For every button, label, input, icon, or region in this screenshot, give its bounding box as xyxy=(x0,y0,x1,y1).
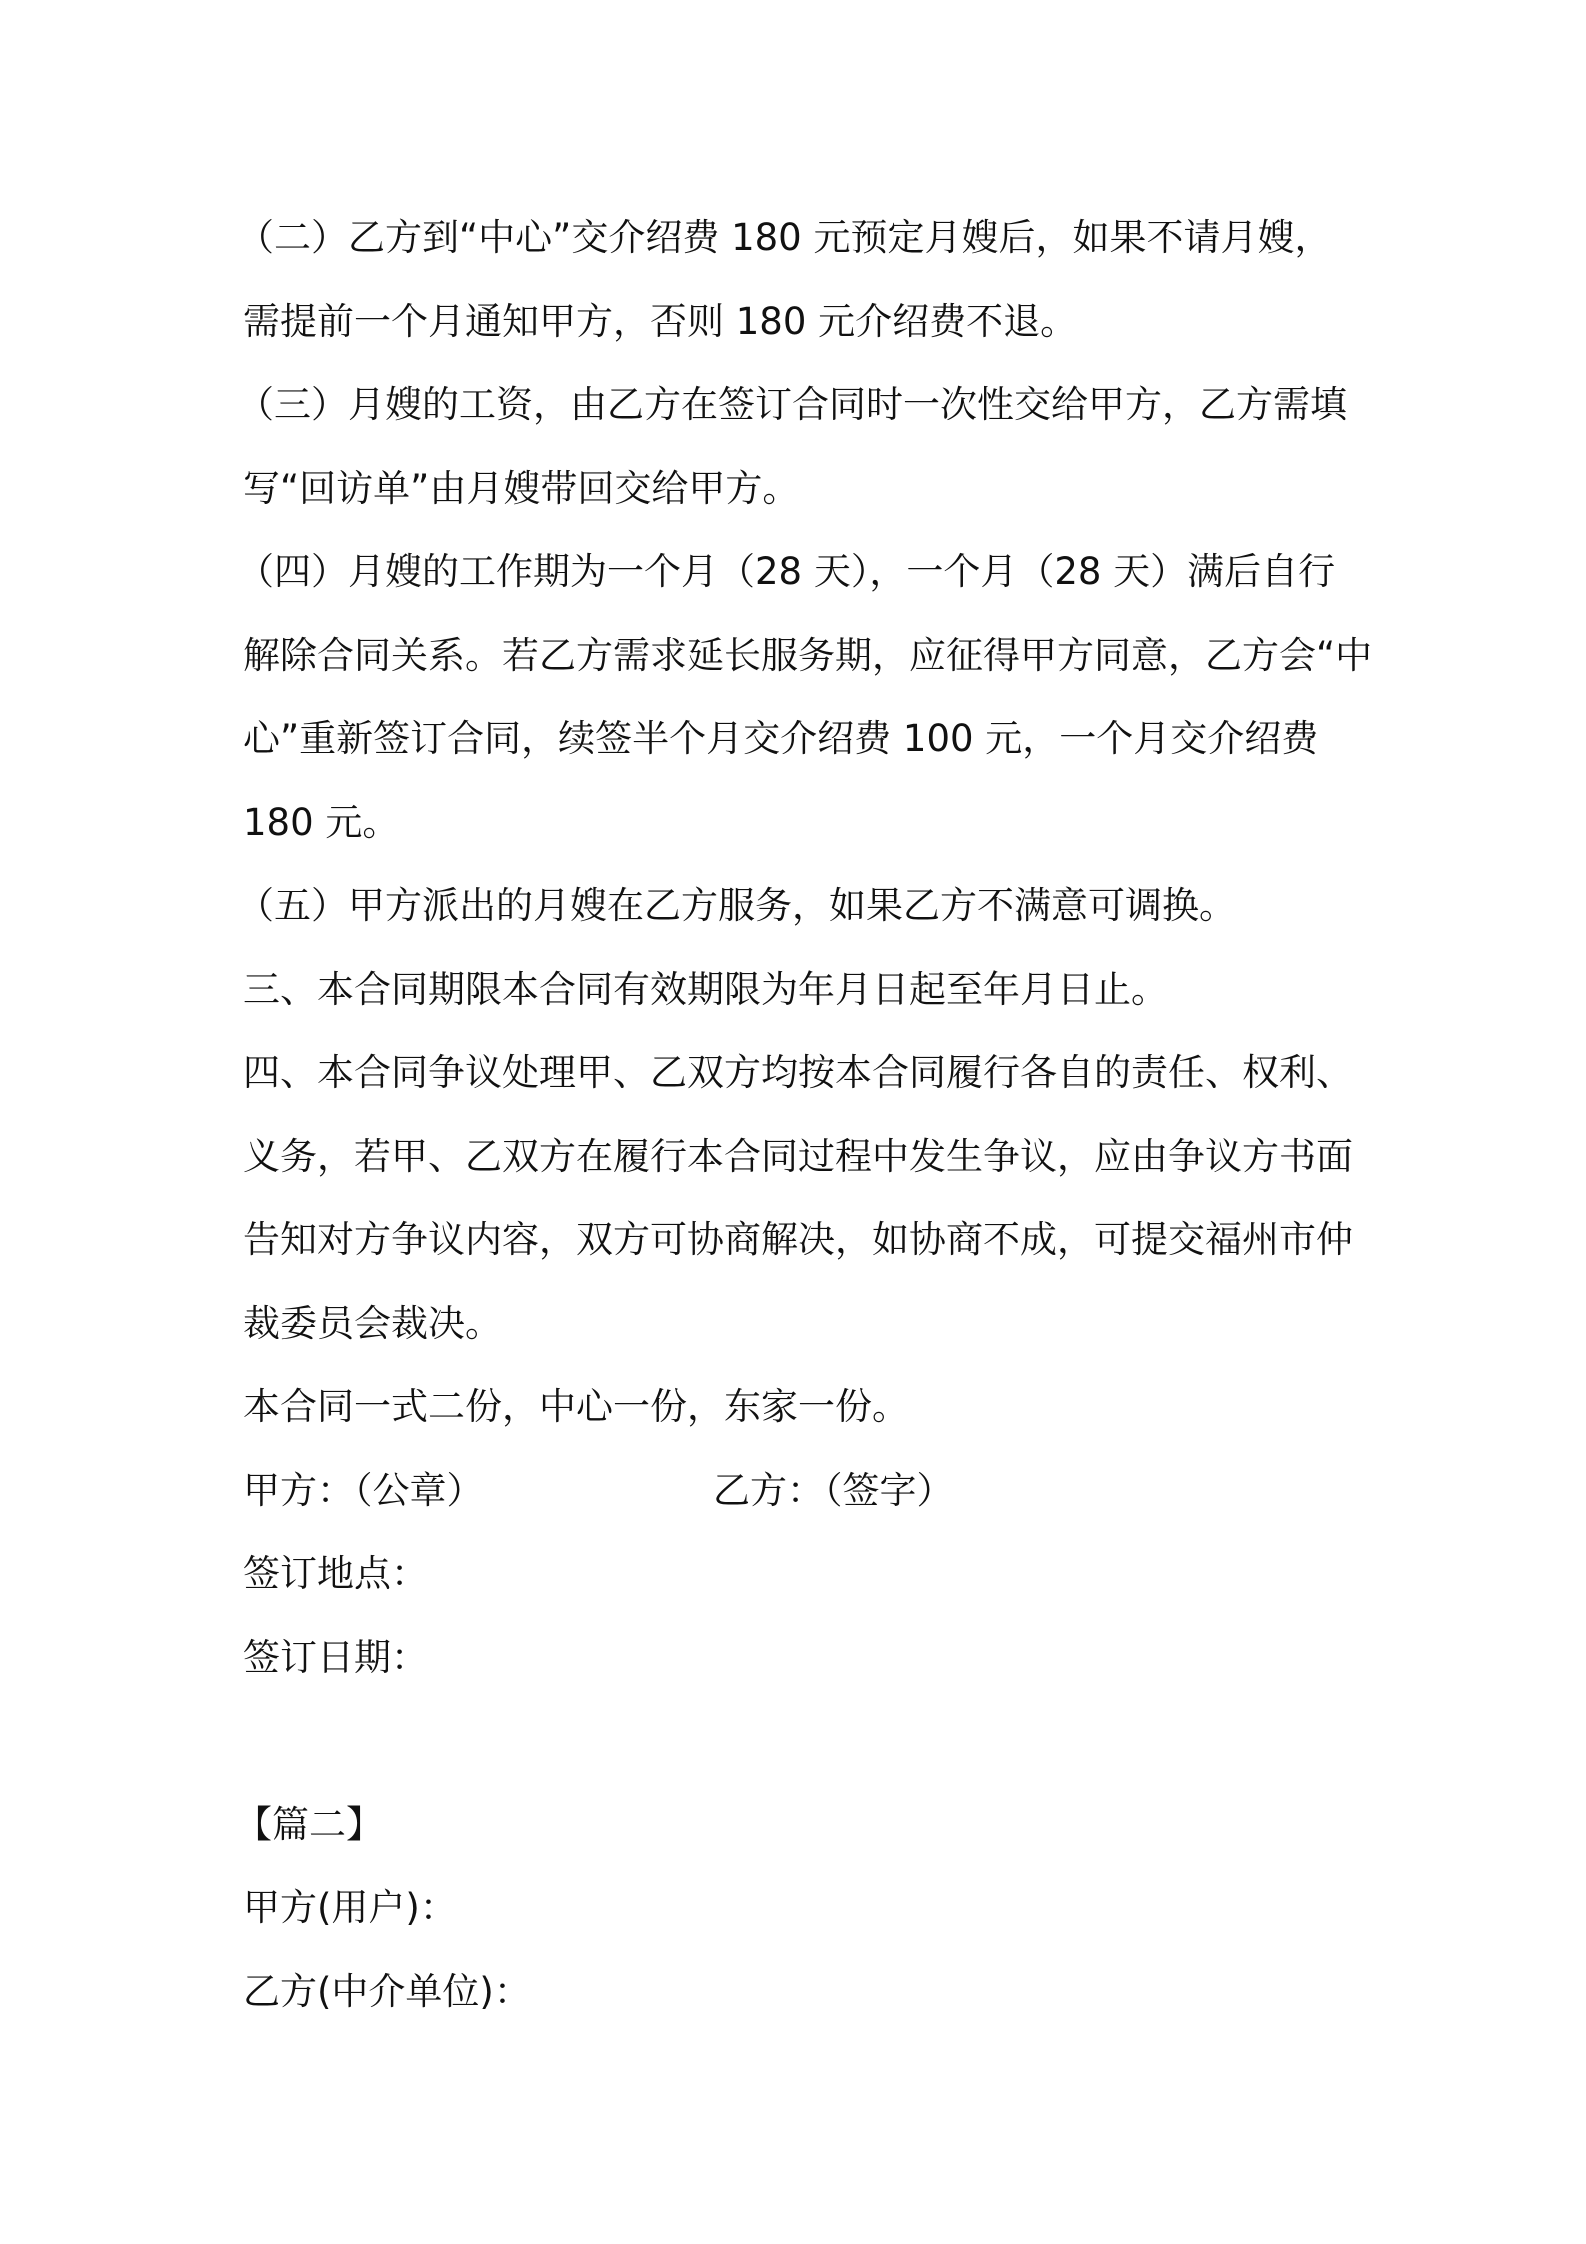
party-b-signature: 乙方：（签字） xyxy=(713,1468,954,1512)
clause-5-line-1: （五）甲方派出的月嫂在乙方服务，如果乙方不满意可调换。 xyxy=(237,884,1236,927)
dispute-line-2: 义务，若甲、乙双方在履行本合同过程中发生争议，应由争议方书面 xyxy=(243,1134,1353,1178)
clause-2-line-1: （二）乙方到“中心”交介绍费 180 元预定月嫂后，如果不请月嫂， xyxy=(237,216,1332,259)
clause-4-line-1: （四）月嫂的工作期为一个月（28 天），一个月（28 天）满后自行 xyxy=(237,550,1336,593)
section-2-party-a: 甲方(用户)： xyxy=(243,1886,457,1929)
dispute-line-3: 告知对方争议内容，双方可协商解决，如协商不成，可提交福州市仲 xyxy=(243,1218,1353,1261)
clause-4-line-2: 解除合同关系。若乙方需求延长服务期，应征得甲方同意，乙方会“中 xyxy=(243,633,1373,677)
term-clause: 三、本合同期限本合同有效期限为年月日起至年月日止。 xyxy=(243,967,1168,1011)
dispute-line-4: 裁委员会裁决。 xyxy=(243,1301,502,1345)
document-body xyxy=(235,196,1373,2033)
clause-4-line-3: 心”重新签订合同，续签半个月交介绍费 100 元，一个月交介绍费 xyxy=(243,717,1319,760)
section-gap xyxy=(243,1699,1363,1783)
sign-place: 签订地点： xyxy=(243,1552,428,1595)
signature-row xyxy=(243,1449,1363,1533)
clause-3-line-2: 写“回访单”由月嫂带回交给甲方。 xyxy=(243,466,800,510)
party-a-seal: 甲方：（公章） xyxy=(243,1468,484,1512)
section-2-heading: 【篇二】 xyxy=(235,1802,383,1846)
clause-3-line-1: （三）月嫂的工资，由乙方在签订合同时一次性交给甲方，乙方需填 xyxy=(237,383,1347,426)
dispute-line-1: 四、本合同争议处理甲、乙双方均按本合同履行各自的责任、权利、 xyxy=(243,1051,1353,1094)
sign-date: 签订日期： xyxy=(243,1635,428,1679)
clause-2-line-2: 需提前一个月通知甲方，否则 180 元介绍费不退。 xyxy=(243,299,1078,343)
section-2-party-b: 乙方(中介单位)： xyxy=(243,1969,531,2013)
clause-4-line-4: 180 元。 xyxy=(243,800,400,844)
copies-clause: 本合同一式二份，中心一份，东家一份。 xyxy=(243,1385,909,1428)
